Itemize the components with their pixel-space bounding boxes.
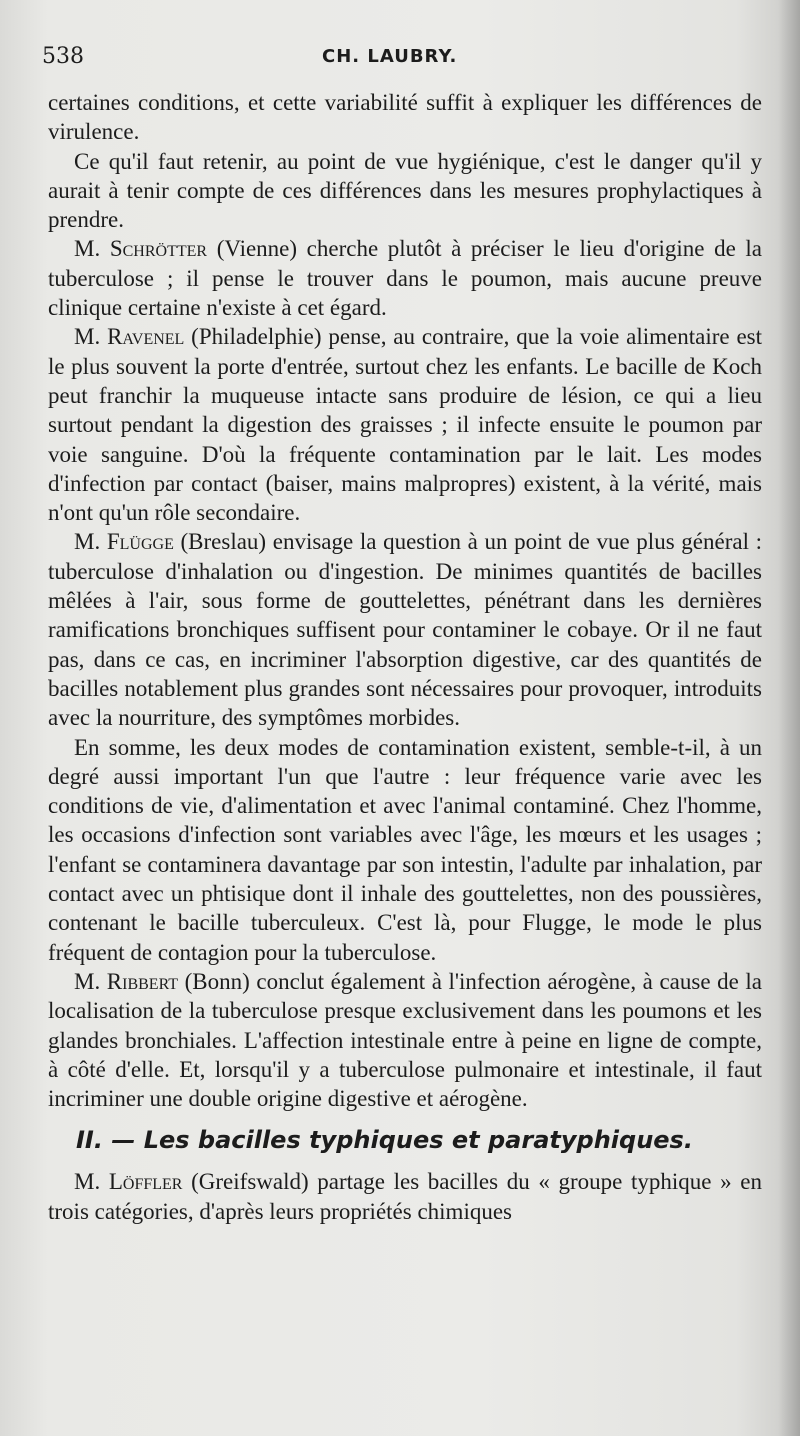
speaker-name: Ravenel: [107, 324, 185, 350]
running-title: CH. LAUBRY.: [322, 46, 458, 67]
speaker-name: Flügge: [106, 529, 174, 555]
section-heading: II. — Les bacilles typhiques et paratyphiques.: [76, 1126, 693, 1155]
paragraph: M. Flügge (Breslau) envisage la question à un point de vue plus général : tuberculose d'inhalation ou d'ingestion. De minimes quantités de bacilles mêlées à l'air, sous forme de gouttelettes, pénétrant dans les dernières ramifications bronchiques suffisent pour contaminer le cobaye. Or il ne faut pas, dans ce cas, en incriminer l'absorption digestive, car des quantités de bacilles notablement plus grandes sont nécessaires pour provoquer, introduits avec la nourriture, des symptômes morbides.: [48, 529, 762, 731]
paragraph: Ce qu'il faut retenir, au point de vue hygiénique, c'est le danger qu'il y aurait à tenir compte de ces différences dans les mesures prophylactiques à prendre.: [48, 148, 762, 233]
speaker-name: Löffler: [108, 1169, 183, 1195]
paragraph: M. Ravenel (Philadelphie) pense, au contraire, que la voie alimentaire est le plus souvent la porte d'entrée, surtout chez les enfants. Le bacille de Koch peut franchir la muqueuse intacte sans produire de lésion, ce qui a lieu surtout pendant la digestion des graisses ; il infecte ensuite le poumon par voie sanguine. D'où la fréquente contamination par le lait. Les modes d'infection par contact (baiser, mains malpropres) existent, à la vérité, mais n'ont qu'un rôle secondaire.: [48, 324, 763, 526]
page-header: [42, 40, 762, 74]
body-text: [48, 88, 762, 1226]
page-number: 538: [42, 44, 84, 69]
paragraph: M. Schrötter (Vienne) cherche plutôt à préciser le lieu d'origine de la tuberculose ; il pense le trouver dans le poumon, mais aucune preuve clinique certaine n'existe à cet égard.: [48, 236, 762, 321]
paragraph: M. Löffler (Greifswald) partage les bacilles du « groupe typhique » en trois catégories, d'après leurs propriétés chimiques: [48, 1169, 763, 1224]
speaker-name: Ribbert: [106, 968, 179, 994]
paragraph: M. Ribbert (Bonn) conclut également à l'infection aérogène, à cause de la localisation de la tuberculose presque exclusivement dans les poumons et les glandes bronchiales. L'affection intestinale entre à peine en ligne de compte, à côté d'elle. Et, lorsqu'il y a tuberculose pulmonaire et intestinale, il faut incriminer une double origine digestive et aérogène.: [48, 968, 763, 1112]
page-edge-shadow: [778, 0, 800, 1436]
paragraph: En somme, les deux modes de contamination existent, semble-t-il, à un degré aussi important l'un que l'autre : leur fréquence varie avec les conditions de vie, d'alimentation et avec l'animal contaminé. Chez l'homme, les occasions d'infection sont variables avec l'âge, les mœurs et les usages ; l'enfant se contaminera davantage par son intestin, l'adulte par inhalation, par contact avec un phtisique dont il inhale des gouttelettes, non des poussières, contenant le bacille tuberculeux. C'est là, pour Flugge, le mode le plus fréquent de contagion pour la tuberculose.: [48, 734, 762, 965]
paragraph: certaines conditions, et cette variabilité suffit à expliquer les différences de virulence.: [48, 90, 762, 145]
speaker-name: Schrötter: [109, 236, 208, 262]
